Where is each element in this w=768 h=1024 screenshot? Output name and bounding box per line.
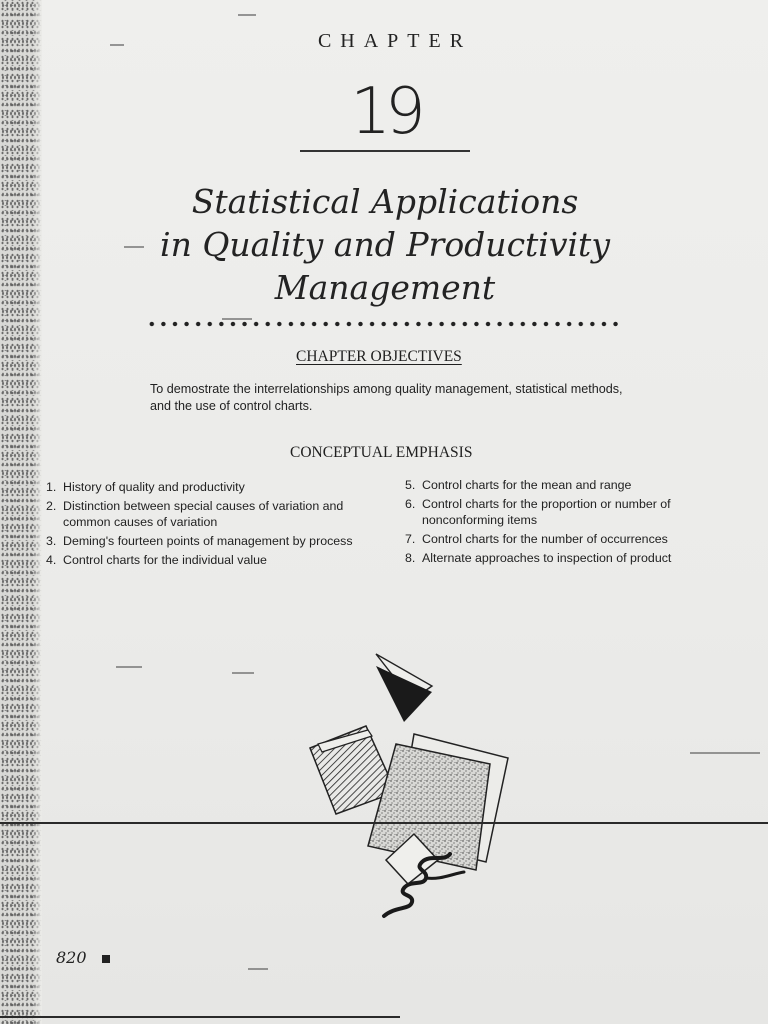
chapter-number-underline [300,150,470,152]
list-item-text: Control charts for the mean and range [422,478,632,492]
list-item-number: 8. [405,551,416,565]
horizontal-rule [0,822,768,824]
chapter-title-line: in Quality and Productivity [160,225,610,264]
scan-speckle [232,672,254,674]
list-item [46,533,366,549]
list-item [46,552,366,568]
emphasis-heading: CONCEPTUAL EMPHASIS [290,444,473,461]
list-item-number: 3. [46,534,57,548]
list-item [46,498,366,530]
list-item-text: History of quality and productivity [63,480,245,494]
emphasis-list-left [46,479,366,571]
list-item-text: Alternate approaches to inspection of product [422,551,672,565]
list-item-number: 5. [405,478,416,492]
page-number: 820 [56,948,87,967]
list-item-number: 2. [46,499,57,513]
scan-speckle [248,968,268,970]
geometric-shapes-ornament-icon [300,648,520,928]
chapter-title-line: Statistical Applications [191,182,579,221]
square-bullet-icon [102,955,110,963]
chapter-number: 19 [350,75,420,149]
dotted-divider [146,318,624,330]
list-item [405,531,725,547]
list-item-text: Control charts for the individual value [63,553,267,567]
objectives-text: To demostrate the interrelationships among quality management, statistical methods, and the use of control charts. [150,382,623,413]
scan-speckle [690,752,760,754]
scan-speckle [116,666,142,668]
bottom-rule [0,1016,400,1018]
list-item [405,496,725,528]
chapter-title [140,180,630,309]
objectives-heading: CHAPTER OBJECTIVES [296,348,462,365]
list-item [405,477,725,493]
list-item-text: Deming's fourteen points of management by process [63,534,353,548]
scan-speckle [110,44,124,46]
scan-speckle [238,14,256,16]
list-item-text: Distinction between special causes of variation and common causes of variation [63,499,344,529]
list-item [405,550,725,566]
chapter-title-line: Management [274,268,496,307]
list-item-number: 4. [46,553,57,567]
emphasis-list-right [405,477,725,569]
list-item [46,479,366,495]
list-item-number: 6. [405,497,416,511]
binding-edge [0,0,42,1024]
chapter-label: CHAPTER [317,30,473,52]
list-item-text: Control charts for the proportion or number of nonconforming items [422,497,671,527]
list-item-text: Control charts for the number of occurrences [422,532,668,546]
list-item-number: 1. [46,480,57,494]
list-item-number: 7. [405,532,416,546]
